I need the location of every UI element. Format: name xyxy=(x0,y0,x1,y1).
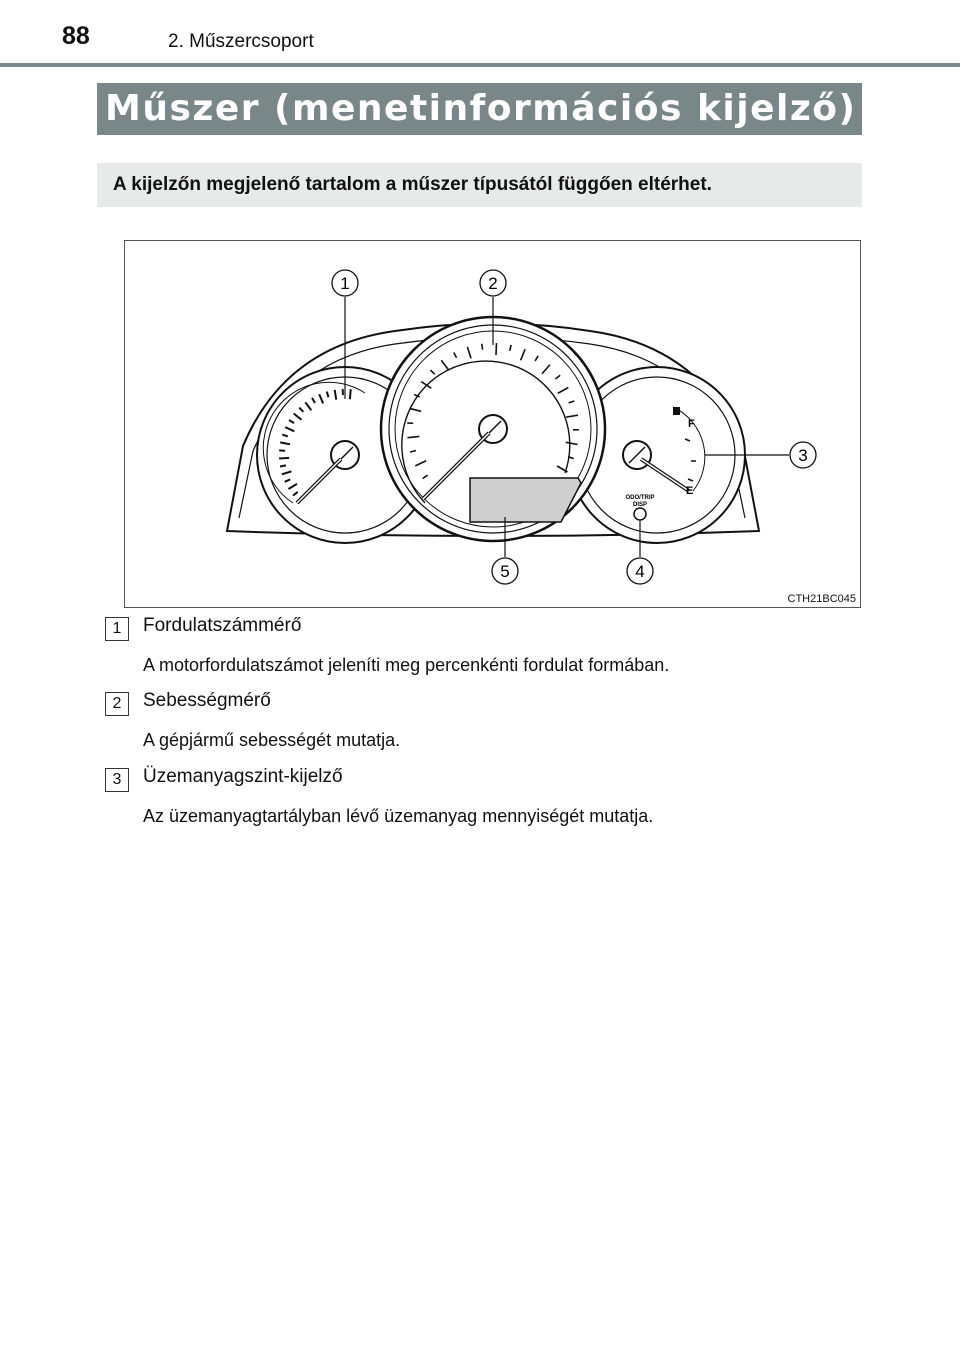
callout-5: 5 xyxy=(500,562,510,581)
item-number-badge: 1 xyxy=(105,617,129,641)
chapter-title: 2. Műszercsoport xyxy=(168,31,314,52)
callout-3: 3 xyxy=(798,446,808,465)
note-text: A kijelzőn megjelenő tartalom a műszer típusától függően eltérhet. xyxy=(113,174,712,195)
header-rule xyxy=(0,63,960,67)
item-number-badge: 3 xyxy=(105,768,129,792)
disp-label: DISP xyxy=(632,502,648,508)
fuel-empty-label: E xyxy=(686,485,694,497)
note-box xyxy=(97,163,862,207)
multi-info-display xyxy=(470,478,581,522)
gauge-tick xyxy=(280,465,286,466)
figure-code: CTH21BC045 xyxy=(787,593,856,605)
callout-1: 1 xyxy=(340,274,350,293)
section-title-bar xyxy=(97,83,862,135)
item-title: Fordulatszámmérő xyxy=(143,615,302,636)
callout-2: 2 xyxy=(488,274,498,293)
item-description: A motorfordulatszámot jeleníti meg percenkénti fordulat formában. xyxy=(143,655,670,675)
page-number: 88 xyxy=(62,22,90,50)
item-title: Sebességmérő xyxy=(143,690,271,711)
fuel-full-label: F xyxy=(688,418,695,430)
odo-trip-label: ODO/TRIP xyxy=(625,495,655,501)
odo-trip-button xyxy=(634,508,646,520)
section-title: Műszer (menetinformációs kijelző) xyxy=(105,88,857,129)
item-description: Az üzemanyagtartályban lévő üzemanyag mennyiségét mutatja. xyxy=(143,806,654,826)
callout-4: 4 xyxy=(635,562,645,581)
gauge-tick xyxy=(350,389,351,399)
speedometer-gauge xyxy=(381,317,605,541)
instrument-cluster-figure xyxy=(124,240,861,608)
item-number-badge: 2 xyxy=(105,692,129,716)
item-title: Üzemanyagszint-kijelző xyxy=(143,766,343,787)
item-description: A gépjármű sebességét mutatja. xyxy=(143,730,401,750)
instrument-cluster-illustration xyxy=(125,241,862,609)
gauge-tick xyxy=(279,458,289,459)
gauge-tick xyxy=(482,344,483,350)
